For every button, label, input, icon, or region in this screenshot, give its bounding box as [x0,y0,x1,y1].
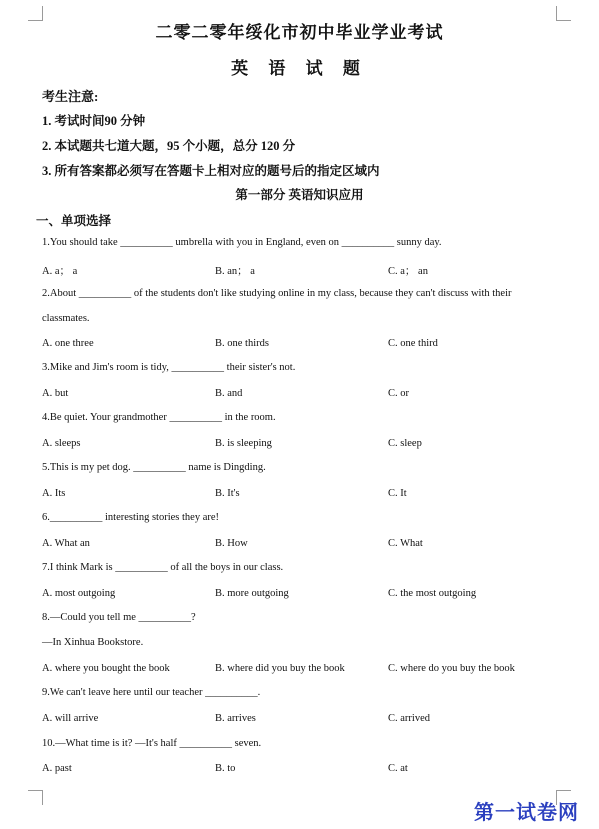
option-b: B. an； a [215,266,255,277]
option-a: A. where you bought the book [42,663,170,674]
notice-heading: 考生注意: [42,89,99,104]
option-a: A. sleeps [42,438,81,449]
question-5: 5.This is my pet dog. __________ name is Dingding. [42,462,266,473]
exam-title: 二零二零年绥化市初中毕业学业考试 [155,23,444,42]
part-title: 第一部分 英语知识应用 [235,188,364,202]
crop-mark-bottom-left [28,790,43,805]
site-watermark: 第一试卷网 [474,800,579,824]
option-b: B. is sleeping [215,438,272,449]
question-3: 3.Mike and Jim's room is tidy, __________ their sister's not. [42,362,296,373]
question-10: 10.—What time is it? —It's half __________ seven. [42,738,262,749]
notice-item: 3. 所有答案都必须写在答题卡上相对应的题号后的指定区域内 [42,164,380,178]
option-b: B. one thirds [215,338,269,349]
option-c: C. the most outgoing [388,588,477,599]
option-c: C. a； an [388,266,428,277]
question-8: 8.—Could you tell me __________? [42,612,196,623]
subject-title: 英 语 试 题 [231,59,368,78]
option-c: C. What [388,538,423,549]
option-c: C. It [388,488,407,499]
question-2: 2.About __________ of the students don't like studying online in my class, because they can't discuss with their [42,288,512,299]
option-a: A. Its [42,488,66,499]
option-b: B. How [215,538,248,549]
option-a: A. a； a [42,266,78,277]
notice-item: 1. 考试时间90 分钟 [42,114,146,128]
option-a: A. one three [42,338,94,349]
question-6: 6.__________ interesting stories they are! [42,512,220,523]
question-1: 1.You should take __________ umbrella with you in England, even on __________ sunny day. [42,237,442,248]
option-b: B. more outgoing [215,588,289,599]
option-b: B. and [215,388,243,399]
option-c: C. or [388,388,409,399]
option-c: C. sleep [388,438,422,449]
question-4: 4.Be quiet. Your grandmother __________ in the room. [42,412,276,423]
option-a: A. most outgoing [42,588,116,599]
option-c: C. one third [388,338,438,349]
option-b: B. where did you buy the book [215,663,345,674]
option-c: C. arrived [388,713,430,724]
question-2-continued: classmates. [42,313,90,324]
option-a: A. past [42,763,72,774]
option-a: A. What an [42,538,90,549]
option-c: C. where do you buy the book [388,663,515,674]
notice-item: 2. 本试题共七道大题，95 个小题，总分 120 分 [42,139,296,153]
option-a: A. but [42,388,69,399]
option-b: B. It's [215,488,240,499]
question-8-answer-line: —In Xinhua Bookstore. [42,637,144,648]
question-9: 9.We can't leave here until our teacher __________. [42,687,261,698]
option-a: A. will arrive [42,713,99,724]
option-c: C. at [388,763,408,774]
question-7: 7.I think Mark is __________ of all the boys in our class. [42,562,284,573]
option-b: B. arrives [215,713,256,724]
section-title: 一、单项选择 [36,214,112,228]
option-b: B. to [215,763,236,774]
